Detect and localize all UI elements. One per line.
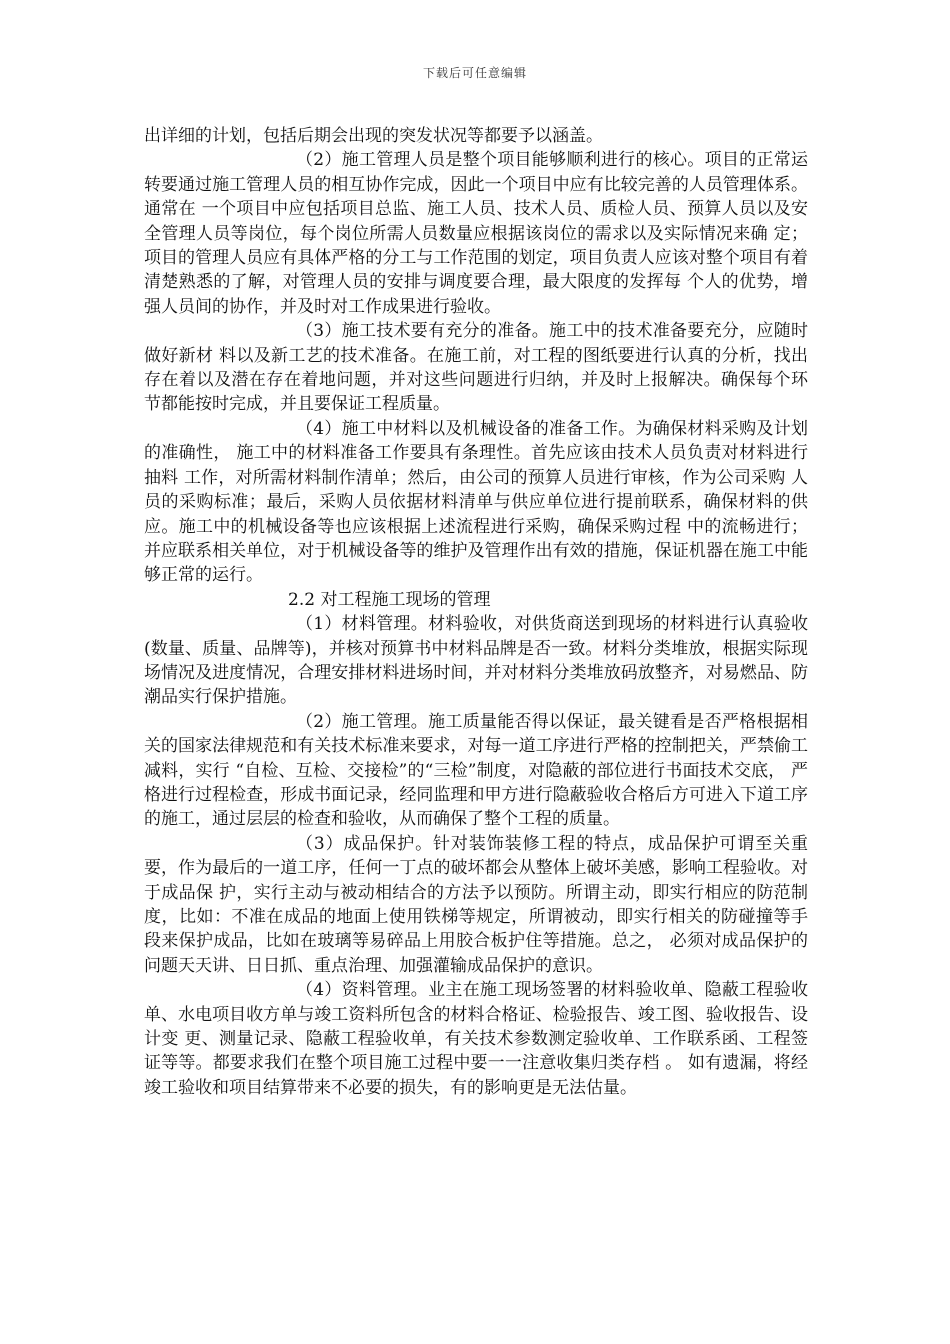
paragraph-continuation: 出详细的计划，包括后期会出现的突发状况等都要予以涵盖。 bbox=[144, 126, 603, 146]
paragraph-management-staff: （2）施工管理人员是整个项目能够顺利进行的核心。项目的正常运转要通过施工管理人员的相互协作完成，因此一个项目中应有比较完善的人员管理体系。通常在 一个项目中应包括项目总监、施工人员、技术人员、质检人员、预算人员以及安全管理人员等岗位，每个岗位所需人员数量应根据该岗位的需求以及实际情况来确 定；项目的管理人员应有具体严格的分工与工作范围的划定，项目负责人应该对整个项目有着清楚熟悉的了解，对管理人员的安排与调度要合理，最大限度的发挥每 个人的优势，增强人员间的协作，并及时对工作成果进行验收。 bbox=[144, 150, 808, 317]
paragraph-construction-management: （2）施工管理。施工质量能否得以保证，最关键看是否严格根据相关的国家法律规范和有关技术标准来要求，对每一道工序进行严格的控制把关，严禁偷工减料，实行 “自检、互检、交接检”的“三检”制度，对隐蔽的部位进行书面技术交底， 严格进行过程检查，形成书面记录，经同监理和甲方进行隐蔽验收合格后方可进入下道工序的施工，通过层层的检查和验收，从而确保了整个工程的质量。 bbox=[144, 711, 808, 830]
paragraph-product-protection: （3）成品保护。针对装饰装修工程的特点，成品保护可谓至关重要，作为最后的一道工序，任何一丁点的破坏都会从整体上破坏美感，影响工程验收。对于成品保 护，实行主动与被动相结合的方法予以预防。所谓主动，即实行相应的防范制度，比如：不准在成品的地面上使用铁梯等规定，所谓被动，即实行相关的防碰撞等手 段来保护成品，比如在玻璃等易碎品上用胶合板护住等措施。总之， 必须对成品保护的问题天天讲、日日抓、重点治理、加强灌输成品保护的意识。 bbox=[144, 833, 808, 976]
page-header: 下载后可任意编辑 bbox=[422, 66, 527, 80]
paragraph-document-management: （4）资料管理。业主在施工现场签署的材料验收单、隐蔽工程验收单、水电项目收方单与竣工资料所包含的材料合格证、检验报告、竣工图、验收报告、设计变 更、测量记录、隐蔽工程验收单，有关技术参数测定验收单、工作联系函、工程签证等等。都要求我们在整个项目施工过程中要一一注意收集归类存档 。 如有遗漏，将经竣工验收和项目结算带来不必要的损失，有的影响更是无法估量。 bbox=[144, 980, 808, 1098]
paragraph-materials-equipment: （4）施工中材料以及机械设备的准备工作。为确保材料采购及计划的准确性， 施工中的材料准备工作要具有条理性。首先应该由技术人员负责对材料进行抽料 工作，对所需材料制作清单；然后，由公司的预算人员进行审核，作为公司采购 人员的采购标准；最后，采购人员依据材料清单与供应单位进行提前联系，确保材料的供应。施工中的机械设备等也应该根据上述流程进行采购，确保采购过程 中的流畅进行；并应联系相关单位，对于机械设备等的维护及管理作出有效的措施，保证机器在施工中能够正常的运行。 bbox=[144, 418, 808, 586]
section-heading: 2.2 对工程施工现场的管理 bbox=[288, 589, 491, 610]
paragraph-technical-preparation: （3）施工技术要有充分的准备。施工中的技术准备要充分，应随时做好新材 料以及新工艺的技术准备。在施工前，对工程的图纸要进行认真的分析，找出存在着以及潜在存在着地问题，并对这些问题进行归纳，并及时上报解决。确保每个环 节都能按时完成，并且要保证工程质量。 bbox=[144, 321, 808, 415]
paragraph-material-management: （1）材料管理。材料验收，对供货商送到现场的材料进行认真验收(数量、质量、品牌等)，并核对预算书中材料品牌是否一致。材料分类堆放，根据实际现场情况及进度情况，合理安排材料进场时间，并对材料分类堆放码放整齐，对易燃品、防潮品实行保护措施。 bbox=[144, 614, 808, 708]
document-body bbox=[144, 124, 808, 1100]
